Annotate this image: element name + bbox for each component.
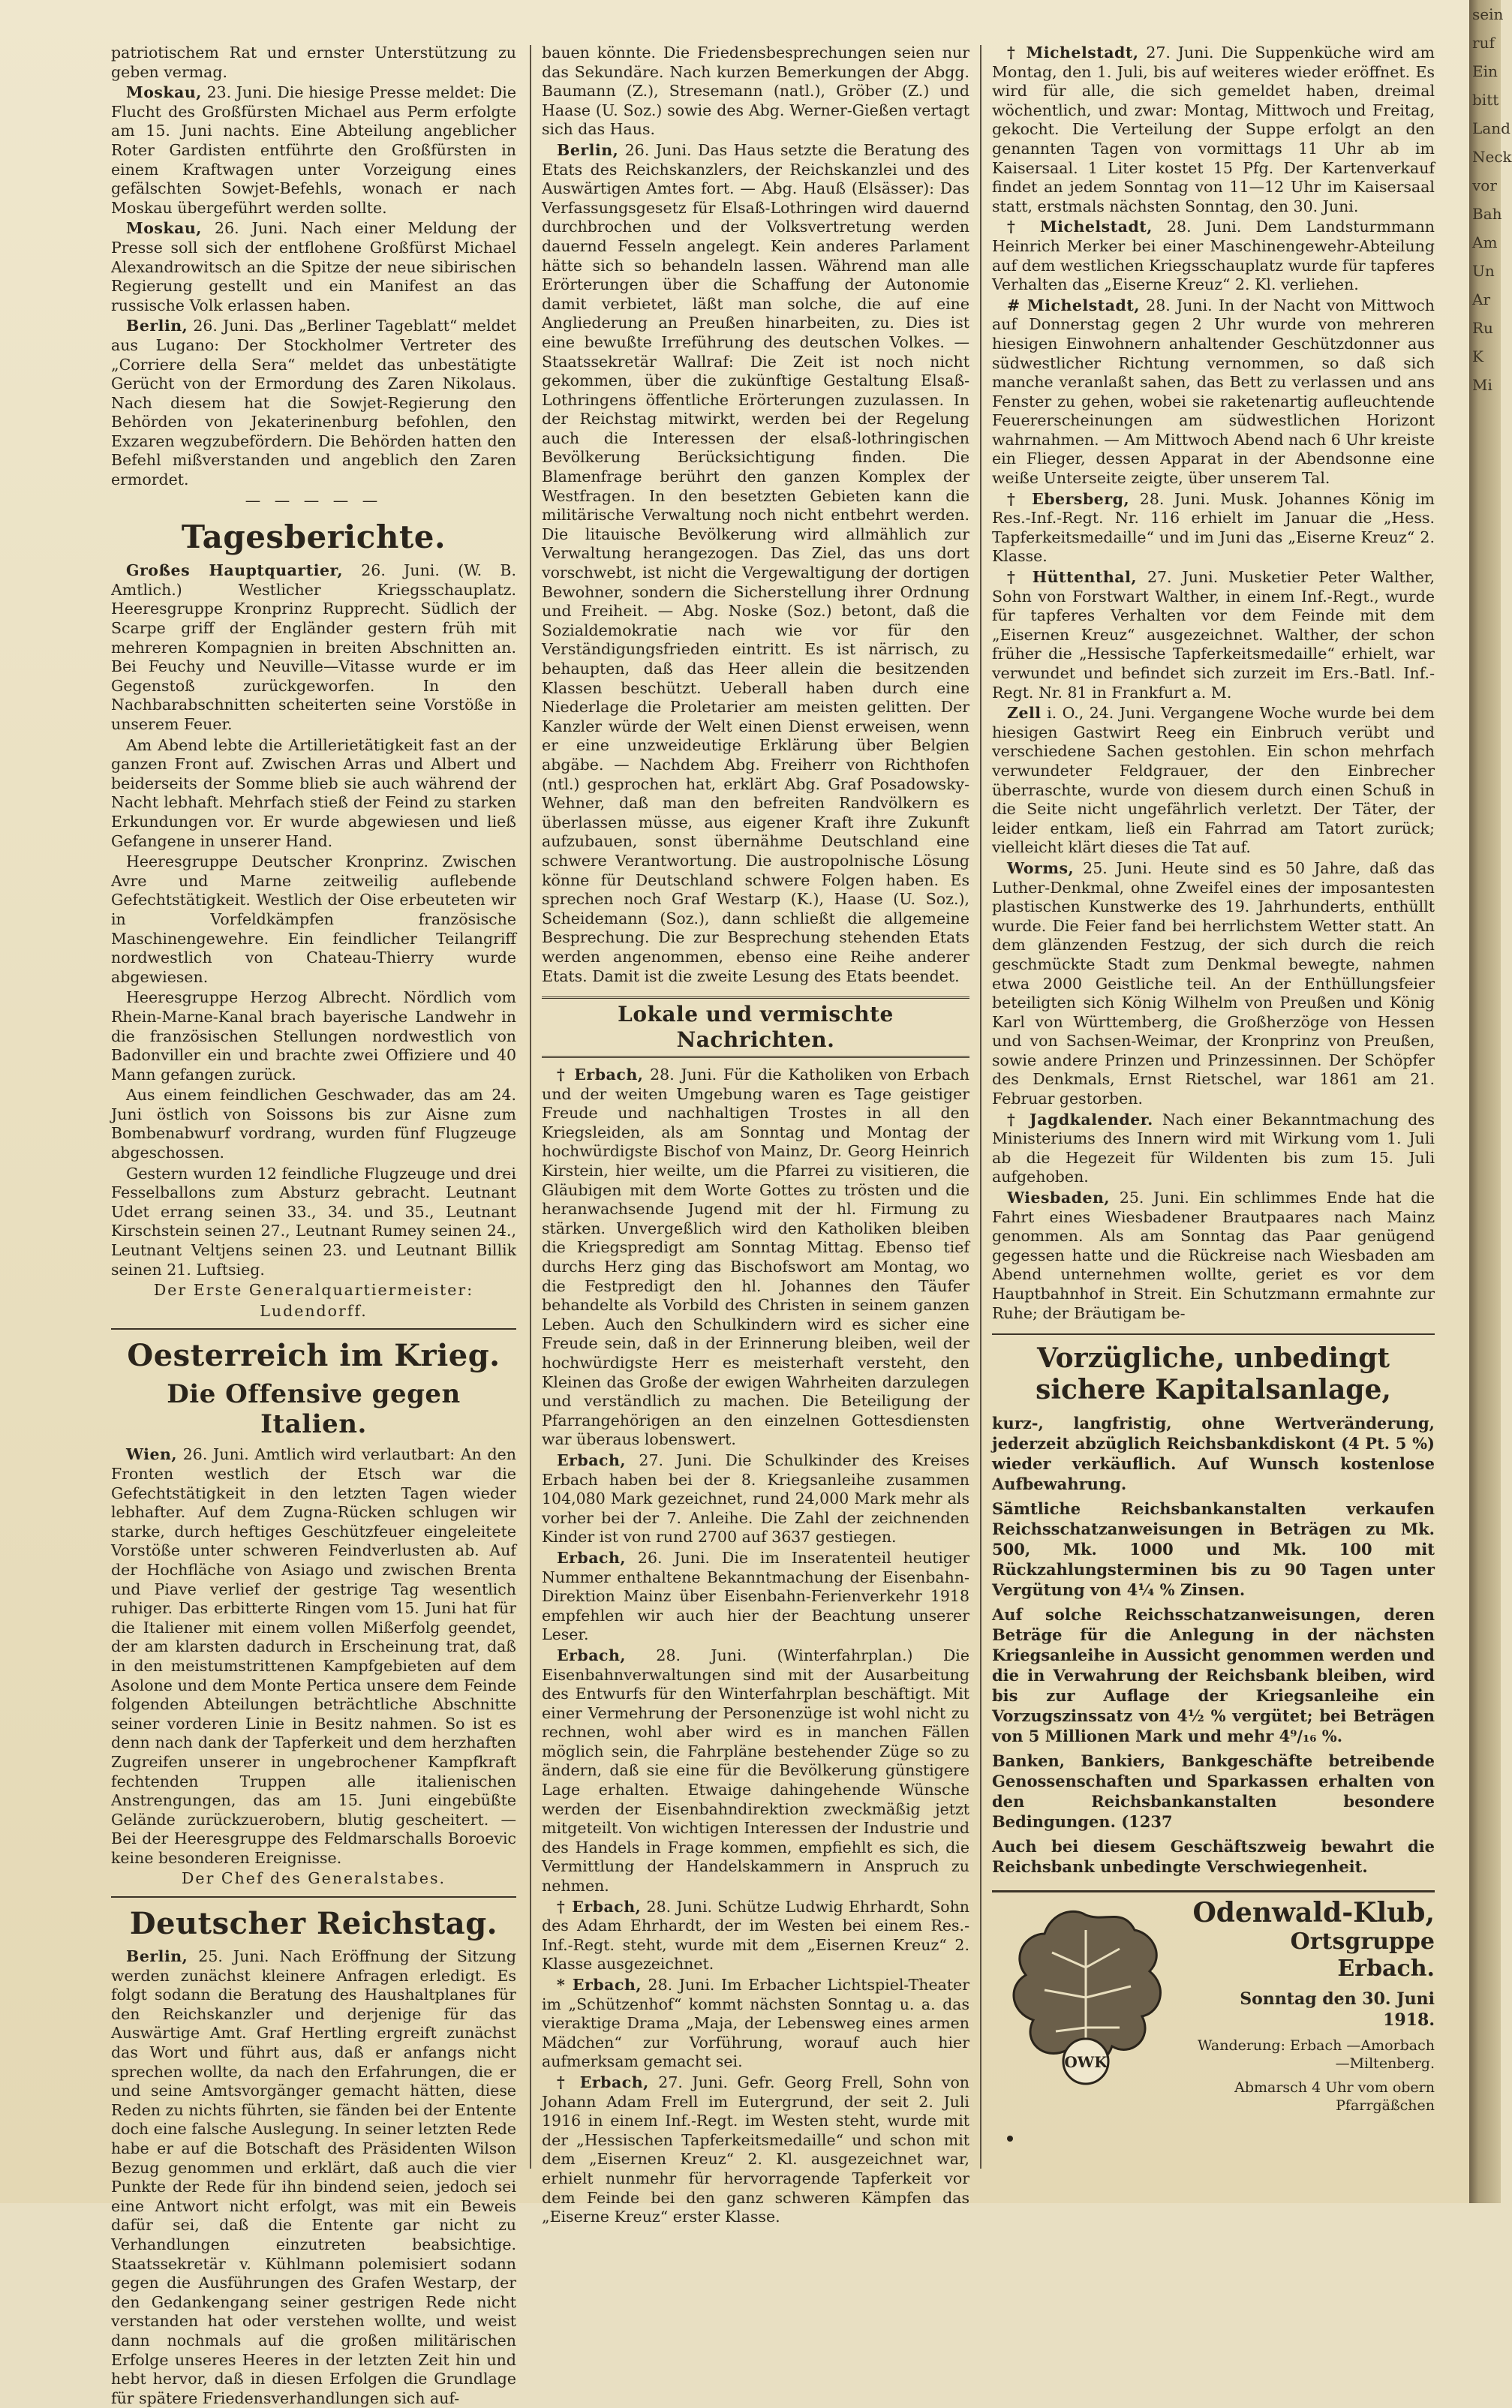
article-paragraph: Aus einem feindlichen Geschwader, das am 24. Juni östlich von Soissons bis zur Aisne zum Bombenabwurf vordrang, wurden fünf Flugzeuge abgeschossen. bbox=[111, 1086, 516, 1162]
edge-fragment: K bbox=[1472, 347, 1483, 365]
edge-fragment: Land bbox=[1472, 119, 1510, 137]
dateline: Großes Hauptquartier, bbox=[126, 561, 343, 580]
article-paragraph: Heeresgruppe Deutscher Kronprinz. Zwischen Avre und Marne zeitweilig auflebende Gefechtstätigkeit. Westlich der Oise erbeuteten wir in Vorfeldkämpfen französische Maschinengewehre. Ein feindlicher Teilangriff nordwestlich von Chateau-Thierry wurde abgewiesen. bbox=[111, 852, 516, 986]
ad-body bbox=[992, 1413, 1435, 1877]
section-heading-oesterreich: Oesterreich im Krieg. bbox=[127, 1338, 500, 1374]
dateline: † Erbach, bbox=[557, 2073, 649, 2091]
column-rule bbox=[980, 45, 981, 2169]
article-paragraph: Erbach, 26. Juni. Die im Inseratenteil heutiger Nummer enthaltene Bekanntmachung der Eisenbahn-Direktion Mainz über Eisenbahn-Ferienverkehr 1918 empfehlen wir auch hier der Beachtung unserer Leser. bbox=[542, 1548, 969, 1644]
article-paragraph: † Michelstadt, 27. Juni. Die Suppenküche wird am Montag, den 1. Juli, bis auf weiteres wieder eröffnet. Es wird für alle, die sich gemeldet haben, dreimal wöchentlich, und zwar: Montag, Mittwoch und Freitag, gekocht. Die Verteilung der Suppe erfolgt an den genannten Tagen von vormittags 11 Uhr ab im Kaisersaal. 1 Liter kostet 15 Pfg. Der Kartenverkauf findet an jedem Sonntag von 11—12 Uhr im Kaisersaal statt, erstmals nächsten Sonntag, den 30. Juni. bbox=[992, 44, 1435, 215]
column-rule bbox=[530, 45, 531, 2169]
column-right bbox=[992, 44, 1435, 2182]
club-departure: Abmarsch 4 Uhr vom obern Pfarrgäßchen bbox=[1234, 2079, 1435, 2115]
dateline: † Erbach, bbox=[557, 1897, 642, 1916]
article-paragraph: † Michelstadt, 28. Juni. Dem Landsturmmann Heinrich Merker bei einer Maschinengewehr-Abteilung auf dem westlichen Kriegsschauplatz wurde für tapferes Verhalten das „Eiserne Kreuz“ 2. Kl. verliehen. bbox=[992, 218, 1435, 294]
dateline: Worms, bbox=[1007, 858, 1075, 877]
dateline: † Ebersberg, bbox=[1007, 489, 1130, 508]
section-heading-lokales: Lokale und vermischte Nachrichten. bbox=[542, 997, 969, 1058]
article-paragraph: Worms, 25. Juni. Heute sind es 50 Jahre, daß das Luther-Denkmal, ohne Zweifel eines der imposantesten plastischen Kunstwerke des 19. Jahrhunderts, enthüllt wurde. Die Feier fand bei herrlichstem Wetter statt. An dem glänzenden Festzug, der sich durch die reich geschmückte Stadt zum Denkmal bewegte, nahmen etwa 2000 Geistliche teil. An der Enthüllungsfeier beteiligten sich König Wilhelm von Preußen und König Karl von Württemberg, die Großherzöge von Hessen und von Sachsen-Weimar, der Kronprinz von Preußen, sowie andere Prinzen und Prinzessinnen. Der Schöpfer des Denkmals, Ernst Rietschel, war 1861 am 21. Februar gestorben. bbox=[992, 858, 1435, 1108]
edge-fragment: Bah bbox=[1472, 205, 1502, 223]
adjacent-page-edge bbox=[1469, 0, 1512, 2203]
edge-fragment: Ru bbox=[1472, 319, 1493, 337]
dateline: † Hüttenthal, bbox=[1007, 568, 1137, 587]
club-subtitle: Ortsgruppe Erbach. bbox=[1290, 1929, 1435, 1983]
article-paragraph: † Hüttenthal, 27. Juni. Musketier Peter Walther, Sohn von Forstwart Walther, in einem Inf.-Regt., wurde für tapferes Verhalten vor dem Feinde mit dem „Eisernen Kreuz“ ausgezeichnet. Walther, der schon früher die „Hessische Tapferkeitsmedaille“ erhielt, war verwundet und befindet sich zurzeit im Ers.-Batl. Inf.-Regt. Nr. 81 in Frankfurt a. M. bbox=[992, 568, 1435, 702]
club-route: Wanderung: Erbach —Amorbach—Miltenberg. bbox=[1198, 2037, 1435, 2073]
article-paragraph: Berlin, 25. Juni. Nach Eröffnung der Sitzung werden zunächst kleinere Anfragen erledigt. Es folgt sodann die Beratung des Haushaltplanes für den Reichskanzler und derjenige für das Auswärtige Amt. Graf Hertling ergreift zunächst das Wort und führt aus, daß er anfangs nicht sprechen wollte, da nach den Erfahrungen, die er und seine Amtsvorgänger gemacht hätten, diese Reden zu nichts führten, sie fänden bei der Entente doch eine falsche Auslegung. In seiner letzten Rede habe er auf die Botschaft des Präsidenten Wilson Bezug genommen und erklärt, daß auch die vier Punkte der Rede für ihn bindend seien, jedoch sei eine Antwort nicht erfolgt, was mit ein Beweis dafür sei, daß die Entente gar nicht zu Verhandlungen einzutreten beabsichtige. Staatssekretär v. Kühlmann polemisiert sodann gegen die Ausführungen des Grafen Westarp, der den Gedankengang seiner gestrigen Rede nicht verstanden hat oder verstehen wollte, und weist dann nochmals auf die großen militärischen Erfolge unseres Heeres in der letzten Zeit hin und hebt hervor, daß in diesen Erfolgen die Grundlage für spätere Friedensverhandlungen sich auf- bbox=[111, 1947, 516, 2407]
dateline: † Michelstadt, bbox=[1007, 218, 1153, 236]
dateline: Moskau, bbox=[126, 83, 202, 102]
dateline: Erbach, bbox=[557, 1548, 627, 1567]
article-paragraph: # Michelstadt, 28. Juni. In der Nacht von Mittwoch auf Donnerstag gegen 2 Uhr wurde von mehreren hiesigen Einwohnern anhaltender Geschützdonner aus südwestlicher Richtung vernommen, so daß sich manche veranlaßt sahen, das Bett zu verlassen und ans Fenster zu gehen, wobei sie raketenartig aufleuchtende Feuererscheinungen am südwestlichen Horizont wahrnahmen. — Am Mittwoch Abend nach 6 Uhr kreiste ein Flieger, dessen Apparat in der Abendsonne eine weiße Unterseite zeigte, über unserem Tal. bbox=[992, 296, 1435, 488]
dateline: Wien, bbox=[126, 1445, 178, 1464]
dateline: * Erbach, bbox=[557, 1976, 642, 1994]
edge-fragment: Ar bbox=[1472, 290, 1491, 308]
dateline: Erbach, bbox=[557, 1646, 627, 1664]
dateline: # Michelstadt, bbox=[1007, 296, 1140, 314]
section-divider: — — — — — bbox=[245, 491, 383, 510]
section-heading-tagesberichte: Tagesberichte. bbox=[181, 519, 446, 556]
edge-fragment: Ein bbox=[1472, 62, 1498, 80]
edge-fragment: Neck bbox=[1472, 148, 1512, 166]
dateline: Erbach, bbox=[557, 1451, 627, 1469]
edge-fragment: bitt bbox=[1472, 91, 1499, 109]
ad-rule bbox=[992, 1333, 1435, 1335]
edge-fragment: ruf bbox=[1472, 34, 1495, 52]
odenwald-klub-notice bbox=[992, 1890, 1435, 2178]
article-paragraph: Gestern wurden 12 feindliche Flugzeuge und drei Fesselballons zum Absturz gebracht. Leutnant Udet errang seinen 33., 34. und 35., Leutnant Kirschstein seinen 27., Leutnant Rumey seinen 24., Leutnant Veltjens seinen 23. und Leutnant Billik seinen 21. Luftsieg. bbox=[111, 1164, 516, 1279]
article-paragraph: Berlin, 26. Juni. Das Haus setzte die Beratung des Etats des Reichskanzlers, der Reichskanzlei und des Auswärtigen Amtes fort. — Abg. Hauß (Elsässer): Das Verfassungsgesetz für Elsaß-Lothringen wird dauernd durchbrochen und der Volksvertretung werden dauernd Fesseln angelegt. Kein anderes Parlament hätte sich so behandeln lassen. Während man alle Erörterungen über die Schaffung der Autonomie damit verbietet, läßt man solche, die auf eine Angliederung an Preußen hinarbeiten, zu. Dies ist eine bewußte Irreführung des deutschen Volkes. — Staatssekretär Wallraf: Die Zeit ist noch nicht gekommen, über die zukünftige Gestaltung Elsaß-Lothringens öffentliche Erörterungen zuzulassen. In der Reichstag mitwirkt, werden bei der Regelung auch die Interessen der elsaß-lothringischen Bevölkerung Berücksichtigung finden. Die Blamenfrage berührt den ganzen Komplex der Westfragen. In den besetzten Gebieten kann die militärische Verwaltung noch nicht entbehrt werden. Die litauische Bevölkerung wird allmählich zur Verwaltung herangezogen. Das Ziel, das uns dort vorschwebt, ist nicht die Vergewaltigung der dortigen Bewohner, sondern die Sicherstellung ihrer Ordnung und Freiheit. — Abg. Noske (Soz.) betont, daß die Sozialdemokratie nach wie vor für den Verständigungsfrieden eintritt. Es ist närrisch, zu behaupten, daß das Heer allein die besitzenden Klassen beschützt. Ueberall haben durch eine Niederlage die Proletarier am meisten gelitten. Der Kanzler würde der Welt einen Dienst erweisen, wenn er eine unzweideutige Erklärung über Belgien abgäbe. — Nachdem Abg. Freiherr von Richthofen (ntl.) gesprochen hat, erklärt Abg. Graf Posadowsky-Wehner, daß man den befreiten Randvölkern es überlassen müsse, aus eigener Kraft ihre Zukunft aufzubauen, sonst übernähme Deutschland eine schwere Verantwortung. Die austropolnische Lösung könne für Deutschland schwere Folgen haben. Es sprechen noch Graf Westarp (K.), Haase (U. Soz.), Scheidemann (Soz.), dann schließt die allgemeine Besprechung. Die zur Besprechung stehenden Etats werden angenommen, ebenso eine Reihe anderer Etats. Damit ist die zweite Lesung des Etats beendet. bbox=[542, 140, 969, 985]
article-paragraph: * Erbach, 28. Juni. Im Erbacher Lichtspiel-Theater im „Schützenhof“ kommt nächsten Sonntag u. a. das vieraktige Drama „Maja, der Lebensweg eines armen Mädchen“ zur Vorführung, worauf auch hier aufmerksam gemacht sei. bbox=[542, 1976, 969, 2071]
article-paragraph: Heeresgruppe Herzog Albrecht. Nördlich vom Rhein-Marne-Kanal brach bayerische Landwehr in die französischen Stellungen nordwestlich von Badonviller ein und brachte zwei Offiziere und 40 Mann gefangen zurück. bbox=[111, 988, 516, 1084]
edge-fragment: vor bbox=[1472, 176, 1497, 194]
section-heading-reichstag: Deutscher Reichstag. bbox=[129, 1906, 498, 1942]
dateline: Berlin, bbox=[557, 140, 619, 159]
article-paragraph: † Ebersberg, 28. Juni. Musk. Johannes König im Res.-Inf.-Regt. Nr. 116 erhielt im Januar die „Hess. Tapferkeitsmedaille“ und im Juni das „Eiserne Kreuz“ 2. Klasse. bbox=[992, 489, 1435, 566]
signature-name: Ludendorff. bbox=[260, 1301, 368, 1320]
article-paragraph: Wien, 26. Juni. Amtlich wird verlautbart: An den Fronten westlich der Etsch war die Gefechtstätigkeit in den letzten Tagen wieder lebhafter. Auf dem Zugna-Rücken schlugen wir starke, durch heftiges Geschützfeuer eingeleitete Vorstöße unter schweren Feindverlusten ab. Auf der Hochfläche von Asiago und zwischen Brenta und Piave verlief der gestrige Tag wesentlich ruhiger. Das erbitterte Ringen vom 15. Juni hat für die Italiener mit einem vollen Mißerfolg geendet, der am klarsten dadurch in Erscheinung trat, daß in den meistumstrittenen Kampfgebieten auf dem Asolone und dem Monte Pertica unsere dem Feinde folgenden Abteilungen beträchtliche Abschnitte seiner vorderen Linie in Besitz nahmen. So ist es denn nach dank der Tapferkeit und dem herzhaften Zugreifen unserer in ungebrochener Kampfkraft fechtenden Truppen alle italienischen Anstrengungen, das am 15. Juni eingebüßte Gelände zurückzuerobern, blutig gescheitert. — Bei der Heeresgruppe des Feldmarschalls Boroevic keine besonderen Ereignisse. bbox=[111, 1445, 516, 1867]
club-text bbox=[1187, 1897, 1435, 2115]
oak-leaf-logo-icon bbox=[992, 1900, 1180, 2095]
reichsbank-advertisement bbox=[992, 1333, 1435, 1877]
article-paragraph: † Erbach, 28. Juni. Schütze Ludwig Ehrhardt, Sohn des Adam Ehrhardt, der im Westen bei einem Res.-Inf.-Regt. steht, wurde mit dem „Eisernen Kreuz“ 2. Klasse ausgezeichnet. bbox=[542, 1897, 969, 1974]
article-paragraph: † Jagdkalender. Nach einer Bekanntmachung des Ministeriums des Innern wird mit Wirkung vom 1. Juli ab die Hegezeit für Wildenten bis zum 15. Juli aufgehoben. bbox=[992, 1110, 1435, 1186]
edge-fragment: Mi bbox=[1472, 376, 1492, 394]
article-paragraph: bauen könnte. Die Friedensbesprechungen seien nur das Sekundäre. Nach kurzen Bemerkungen der Abgg. Baumann (Z.), Stresemann (natl.), Gröber (Z.) und Haase (U. Soz.) sowie des Abg. Werner-Gießen vertagt sich das Haus. bbox=[542, 44, 969, 139]
ad-headline: Vorzügliche, unbedingt sichere Kapitalsanlage, bbox=[1036, 1342, 1391, 1406]
article-paragraph: Wiesbaden, 25. Juni. Ein schlimmes Ende hat die Fahrt eines Wiesbadener Brautpaares nach Mainz genommen. Als am Sonntag das Paar genügend gegessen hatte und die Rückreise nach Wiesbaden am Abend unternehmen wollte, geriet es vor dem Hauptbahnhof in Streit. Ein Schutzmann ermahnte zur Ruhe; der Bräutigam be- bbox=[992, 1189, 1435, 1322]
ad-paragraph: Auch bei diesem Geschäftszweig bewahrt die Reichsbank unbedingte Verschwiegenheit. bbox=[992, 1837, 1435, 1877]
ad-paragraph: Sämtliche Reichsbankanstalten verkaufen Reichsschatzanweisungen in Beträgen zu Mk. 500, Mk. 1000 und Mk. 100 mit Rückzahlungsterminen bis zu 90 Tagen unter Vergütung von 4¼ % Zinsen. bbox=[992, 1499, 1435, 1600]
ad-paragraph: kurz-, langfristig, ohne Wertveränderung, jederzeit abzüglich Reichsbankdiskont (4 Pt. 5 %) wieder verkäuflich. Auf Wunsch kostenlose Aufbewahrung. bbox=[992, 1414, 1435, 1494]
signature-title: Der Erste Generalquartiermeister: bbox=[153, 1281, 474, 1300]
article-paragraph: † Erbach, 28. Juni. Für die Katholiken von Erbach und der weiten Umgebung waren es Tage geistiger Freude und nachhaltigen Trostes in all den Kriegsleiden, als am Sonntag und Montag der hochwürdigste Bischof von Mainz, Dr. Georg Heinrich Kirstein, hier weilte, um die Pfarrei zu visitieren, die Gläubigen mit dem Worte Gottes zu trösten und die heranwachsende Jugend mit der hl. Firmung zu stärken. Unvergeßlich wird den Katholiken bleiben die Kriegspredigt am Sonntag Mittag. Ebenso tief durchs Herz ging das Bischofswort am Montag, wo die Festpredigt den hl. Johannes den Täufer behandelte als Vorbild des Christen in seinem ganzen Leben. Auch den Schulkindern wird es sicher eine Freude sein, daß in der Erinnerung bleiben, weil der hochwürdigste Herr es meisterhaft versteht, den Kleinen das Große der ewigen Wahrheiten darzulegen und verständlich zu machen. Die Beteiligung der Pfarrangehörigen an den einzelnen Gottesdiensten war überaus lobenswert. bbox=[542, 1066, 969, 1449]
article-paragraph: Erbach, 28. Juni. (Winterfahrplan.) Die Eisenbahnverwaltungen sind mit der Ausarbeitung des Entwurfs für den Winterfahrplan beschäftigt. Mit einer Vermehrung der Personenzüge ist wohl nicht zu rechnen, wohl aber wird es in manchen Fällen möglich sein, die Fahrpläne bestehender Züge so zu ändern, daß sie eine für die Bevölkerung günstigere Lage erhalten. Etwaige dahingehende Wünsche werden der Eisenbahndirektion zweckmäßig jetzt mitgeteilt. Von wichtigen Interessen der Industrie und des Handels in Frage kommen, empfiehlt es sich, die Vermittlung der Handelskammern in Anspruch zu nehmen. bbox=[542, 1646, 969, 1895]
section-rule bbox=[111, 1328, 516, 1330]
signature-title: Der Chef des Generalstabes. bbox=[182, 1869, 446, 1888]
edge-fragment: Un bbox=[1472, 262, 1495, 280]
ad-paragraph: Auf solche Reichsschatzanweisungen, deren Beträge für die Anlegung in der nächsten Kriegsanleihe in Aussicht genommen werden und die in Verwahrung der Reichsbank bleiben, wird bis zur Auflage der Kriegsanleihe ein Vorzugszinssatz von 4½ % vergütet; bei Beträgen von 5 Millionen Mark und mehr 4⁹/₁₆ %. bbox=[992, 1605, 1435, 1746]
ad-paragraph: Banken, Bankiers, Bankgeschäfte betreibende Genossenschaften und Sparkassen erhalten von den Reichsbankanstalten besondere Bedingungen. (1237 bbox=[992, 1751, 1435, 1832]
logo-letters: OWK bbox=[1064, 2053, 1108, 2072]
article-paragraph: Großes Hauptquartier, 26. Juni. (W. B. Amtlich.) Westlicher Kriegsschauplatz. Heeresgruppe Kronprinz Rupprecht. Südlich der Scarpe griff der Engländer gestern früh mit mehreren Kompagnien in breiten Abschnitten an. Bei Feuchy und Neuville—Vitasse wurde er im Gegenstoß zurückgeworfen. In den Nachbarabschnitten scheiterten seine Vorstöße in unserem Feuer. bbox=[111, 561, 516, 733]
column-left bbox=[111, 44, 516, 2407]
article-paragraph: † Erbach, 27. Juni. Gefr. Georg Frell, Sohn von Johann Adam Frell im Eutergrund, der seit 2. Juli 1916 in einem Inf.-Regt. im Westen steht, wurde mit der „Hessischen Tapferkeitsmedaille“ und schon mit dem „Eisernen Kreuz“ 2. Kl. ausgezeichnet war, erhielt nunmehr für hervorragende Tapferkeit vor dem Feinde bei den ganz schweren Kämpfen das „Eiserne Kreuz“ erster Klasse. bbox=[542, 2073, 969, 2226]
dateline: † Erbach, bbox=[557, 1066, 644, 1084]
article-paragraph: Moskau, 23. Juni. Die hiesige Presse meldet: Die Flucht des Großfürsten Michael aus Perm erfolgte am 15. Juni nachts. Eine Abteilung angeblicher Roter Gardisten entführte den Großfürsten in einem Kraftwagen unter Vorzeigung eines gefälschten Sowjet-Befehls, wonach er nach Moskau übergeführt werden sollte. bbox=[111, 83, 516, 217]
edge-fragment: sein bbox=[1472, 5, 1504, 23]
article-paragraph: Moskau, 26. Juni. Nach einer Meldung der Presse soll sich der entflohene Großfürst Michael Alexandrowitsch an die Spitze der neue sibirischen Regierung gestellt und ein Manifest an das russische Volk erlassen haben. bbox=[111, 219, 516, 314]
dateline: Berlin, bbox=[126, 1947, 188, 1966]
section-rule bbox=[111, 1896, 516, 1898]
dateline: Moskau, bbox=[126, 219, 202, 238]
section-subheading: Die Offensive gegen Italien. bbox=[167, 1379, 461, 1440]
dateline: Wiesbaden, bbox=[1007, 1189, 1111, 1207]
club-date: Sonntag den 30. Juni 1918. bbox=[1240, 1989, 1435, 2031]
article-paragraph: Berlin, 26. Juni. Das „Berliner Tageblatt“ meldet aus Lugano: Der Stockholmer Vertreter des „Corriere della Sera“ meldet das unbestätigte Gerücht von der Ermordung des Zaren Nikolaus. Nach diesem hat die Sowjet-Regierung den Behörden von Jekaterinenburg befohlen, den Exzaren wegzubefördern. Die Behörden hatten den Befehl mißverstanden und angeblich den Zaren ermordet. bbox=[111, 317, 516, 489]
ink-dot bbox=[1007, 2136, 1013, 2142]
dateline: Zell bbox=[1007, 704, 1042, 723]
article-paragraph: patriotischem Rat und ernster Unterstützung zu geben vermag. bbox=[111, 44, 516, 81]
dateline: † Michelstadt, bbox=[1007, 44, 1139, 62]
edge-fragment: Am bbox=[1472, 233, 1498, 251]
article-paragraph: Am Abend lebte die Artillerietätigkeit fast an der ganzen Front auf. Zwischen Arras und Albert und beiderseits der Somme blieb sie auch während der Nacht lebhaft. Mehrfach stieß der Feind zu starken Erkundungen vor. Er wurde abgewiesen und ließ Gefangene in unserer Hand. bbox=[111, 735, 516, 850]
article-paragraph: Erbach, 27. Juni. Die Schulkinder des Kreises Erbach haben bei der 8. Kriegsanleihe zusammen 104,080 Mark gezeichnet, rund 24,000 Mark mehr als vorher bei der 7. Anleihe. Die Zahl der zeichnenden Kinder ist von rund 2700 auf 3637 gestiegen. bbox=[542, 1451, 969, 1547]
article-paragraph: Zell i. O., 24. Juni. Vergangene Woche wurde bei dem hiesigen Gastwirt Reeg ein Einbruch verübt und verschiedene Sachen gestohlen. Ein schon mehrfach verwundeter Feldgrauer, der den Einbrecher überraschte, wurde von diesem durch einen Schuß in die Seite nicht ungefährlich verletzt. Der Täter, der leider entkam, ließ ein Fahrrad am Tatort zurück; vielleicht klärt dieses die Tat auf. bbox=[992, 704, 1435, 857]
club-title: Odenwald-Klub, bbox=[1192, 1897, 1435, 1929]
dateline: Berlin, bbox=[126, 317, 188, 335]
column-middle bbox=[542, 44, 969, 2226]
dateline: † Jagdkalender. bbox=[1007, 1110, 1153, 1129]
